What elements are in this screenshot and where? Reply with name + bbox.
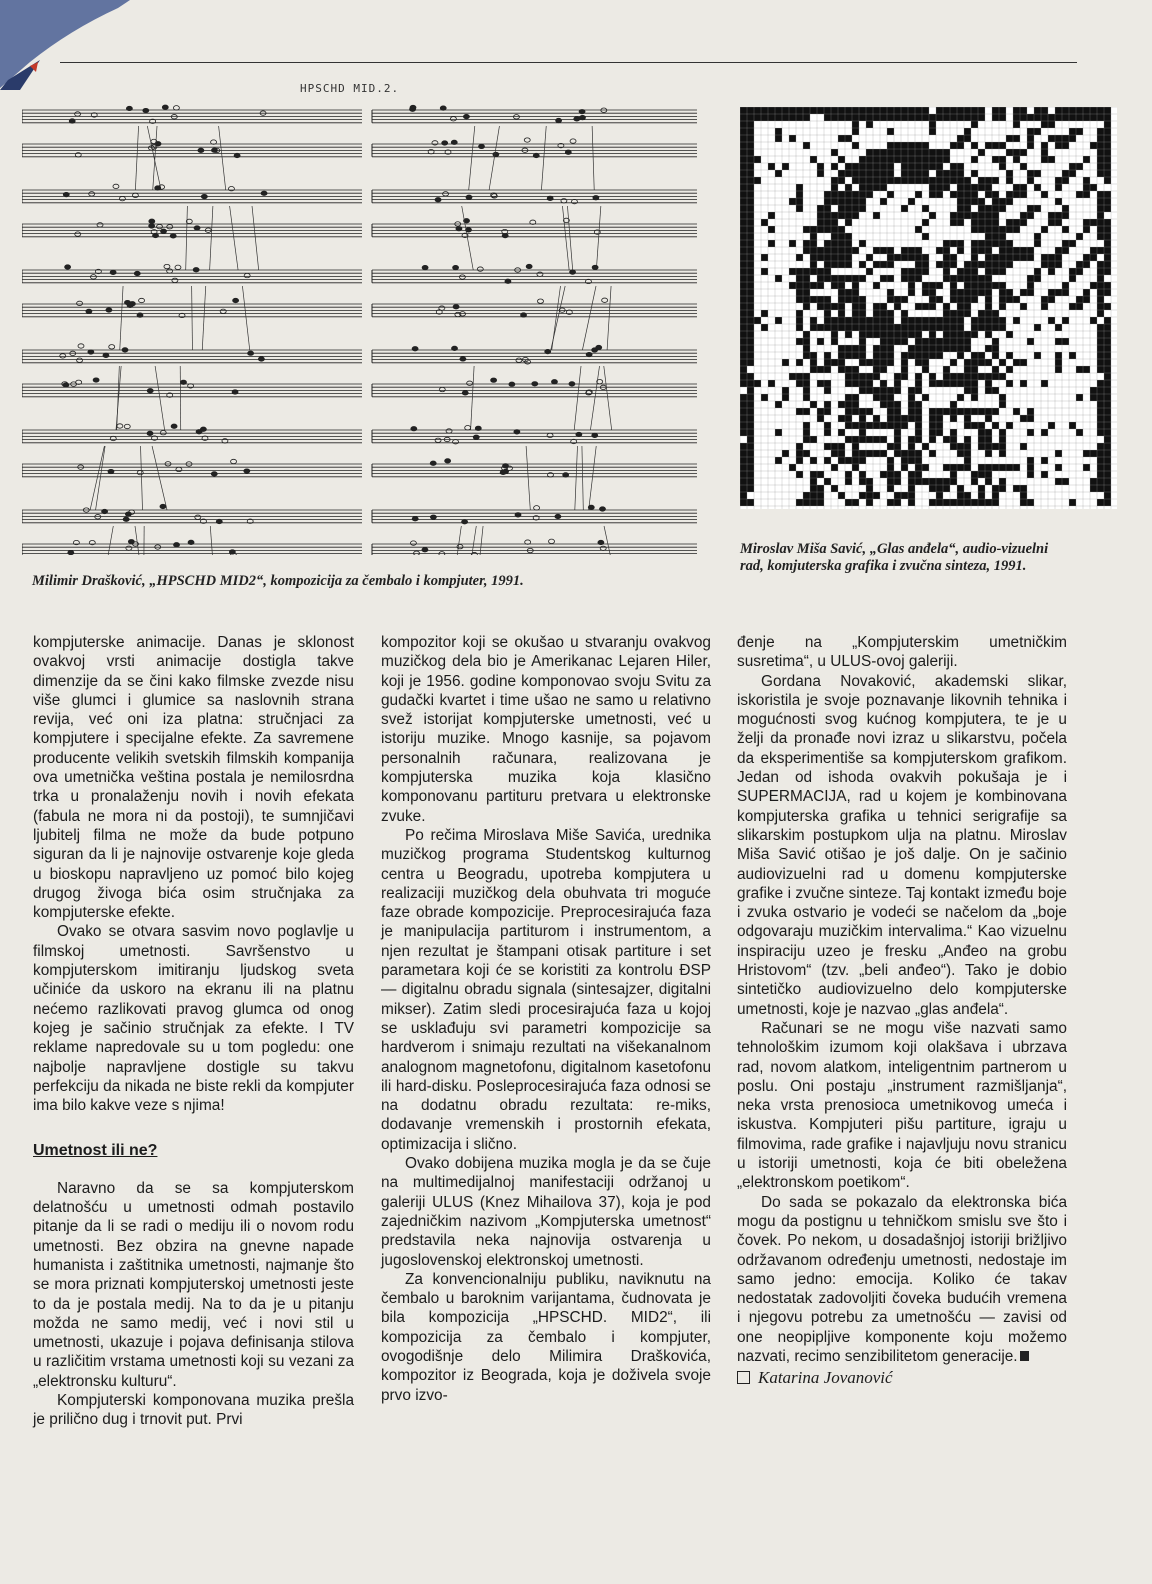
header-rule xyxy=(60,62,1077,63)
score-caption: Milimir Drašković, „HPSCHD MID2“, kompozicija za čembalo i kompjuter, 1991. xyxy=(32,573,524,589)
paragraph: Po rečima Miroslava Miše Savića, urednika muzičkog programa Studentskog kulturnog centra u Beogradu, upotreba kompjutera u realizaciji muzičkog dela obuhvata tri moguće faze obrade kompozicije. Preprocesirajuća faza je manipulacija partiturom i instrumentom, a njen rezultat je štampani otisak partiture i set parametara koji će se koristiti za kontrolu ĐSP — digitalnu obradu signala (sintesajzer, digitalni mikser). Zatim sledi procesirajuća faza u kojoj se usklađuju svi parametri kompozicije sa hardverom i snimaju rezultati na višekanalnom analognom magnetofonu, digitalnom kasetofonu ili hard-disku. Posleprocesirajuća faza odnosi se na dodatnu obradu rezultata: re-miks, dodavanje vremenskih i prostornih efekata, optimizacija i slično. xyxy=(381,826,711,1153)
paragraph: kompjuterske animacije. Danas je sklonost ovakvoj vrsti animacije dostigla takve dimenzije da se čini kako filmske zvezde nisu više glumci i glumice sa naslovnih strana revija, već oni iza platna: stručnjaci za kompjutere i specijalne efekte. Za savremene producente velikih svetskih filmskih kompanija ova umetnička veština postala je nemilosrdna trka u pronalaženju novih i novih efekata (fabula ne mora ni da postoji), te sumnjičavi ljubitelj filma ne može da bude potpuno siguran da li je najnovije ostvarenje koje gleda u bioskopu napravljeno uz pomoć bilo kojeg drugog živoga bića osim stručnjaka za kompjuterske efekte. xyxy=(33,634,354,922)
paragraph: Računari se ne mogu više nazvati samo tehnološkim izumom koji olakšava i ubrzava rad, novom alatkom, inteligentnim partnerom u poslu. Oni postaju „instrument razmišljanja“, neka vrsta prenosioca umetnikovog umeća i iskustva. Kompjuteri pišu partiture, igraju u filmovima, rade grafike i najavljuju novu stranicu u istoriji umetnosti, koja će biti obeležena „elektronskom poetikom“. xyxy=(737,1019,1067,1192)
article-column-3 xyxy=(737,633,1067,1388)
music-score-figure xyxy=(22,100,700,555)
paragraph: Ovako dobijena muzika mogla je da se čuje na multimedijalnoj manifestaciji održanoj u galeriji ULUS (Knez Mihailova 37), koja je pod zajedničkim nazivom „Kompjuterska umetnost“ predstavila neka najnovija ostvarenja u jugoslovenskoj elektronskoj umetnosti. xyxy=(381,1155,711,1269)
paragraph-text: Do sada se pokazalo da elektronska bića mogu da postignu u tehničkom smislu sve što i čovek. Po nekom, u dosadašnjoj istoriji brižljivo održavanom određenju umetnosti, nedostaje im samo jedno: emocija. Koliko će takav nedostatak zadovoljiti čoveka budućih vremena i njegovu potrebu za umetnošću — zavisi od one neopipljive komponente koju možemo nazvati, recimo senzibilitetom generacije. xyxy=(737,1193,1067,1365)
paragraph: kompozitor koji se okušao u stvaranju ovakvog muzičkog dela bio je Amerikanac Lejaren Hiler, koji je 1956. godine komponovao svoju Svitu za gudački kvartet i time ušao ne samo u relativno svež istorijat kompjuterske umetnosti, već u istoriju muzike. Mnogo kasnije, sa pojavom personalnih računara, realizovana je kompjuterska muzika koja klasično komponovanu partituru pretvara u elektronske zvuke. xyxy=(381,634,711,825)
score-handwritten-title: HPSCHD MID.2. xyxy=(300,82,400,95)
author-signature xyxy=(737,1368,1067,1387)
paragraph: Za konvencionalniju publiku, naviknutu na čembalo u baroknim varijantama, čudnovata je bila kompozicija „HPSCHD. MID2“, ili kompozicija za čembalo i kompjuter, ovogodišnje delo Milimira Draškovića, kompozitor iz Beograda, koja je doživela svoje prvo izvo- xyxy=(381,1270,711,1404)
section-subheading: Umetnost ili ne? xyxy=(33,1142,158,1160)
paragraph: Naravno da se sa kompjuterskom delatnošću u umetnosti odmah postavilo pitanje da li se radi o mediju ili o novom rodu umetnosti. Bez obzira na gnevne napade humanista i zaštitnika umetnosti, najmanje što se mora priznati kompjuterskoj umetnosti jeste to da je postala medij. Na to da je u pitanju možda ne samo medij, već i novi stil u umetnosti, ukazuje i pojava definisanja stilova u različitim vrstama umetnosti koji su vezani za „elektronsku kulturu“. xyxy=(33,1179,354,1390)
article-column-2 xyxy=(381,633,711,1405)
article-column-1 xyxy=(33,633,354,1430)
paragraph: đenje na „Kompjuterskim umetničkim susretima“, u ULUS-ovoj galeriji. xyxy=(737,634,1067,671)
image-caption: Miroslav Miša Savić, „Glas anđela“, audio-vizuelni rad, komjuterska grafika i zvučna sinteza, 1991. xyxy=(740,541,1049,574)
paragraph: Ovako se otvara sasvim novo poglavlje u filmskoj umetnosti. Savršenstvo u kompjuterskom imitiranju ljudskog sveta učiniće da uskoro na ekranu ili na platnu nećemo razlikovati pravog glumca od onog kojeg je sačinio stručnjak za efekte. I TV reklame napredovale su u tom pogledu: one najbolje napravljene dostigle su takvu perfekciju da nikada ne biste rekli da kompjuter ima bilo kakve veze s njima! xyxy=(33,923,354,1115)
end-mark-icon xyxy=(1020,1351,1029,1361)
paragraph: Kompjuterski komponovana muzika prešla je prilično dug i trnovit put. Prvi xyxy=(33,1391,354,1429)
square-bullet-icon xyxy=(737,1371,750,1384)
paragraph xyxy=(737,1193,1067,1367)
author-name: Katarina Jovanović xyxy=(758,1368,893,1388)
paragraph: Gordana Novaković, akademski slikar, iskoristila je svoje poznavanje likovnih tehnika i mogućnosti svog kućnog kompjutera, te je u želji da pronađe novi izraz u slikarstvu, počela da eksperimentiše sa kompjuterskom grafikom. Jedan od ishoda ovakvih pokušaja je i SUPERMACIJA, rad u kojem je kombinovana kompjuterska grafika u tehnici serigrafije sa slikarskim postupkom ulja na platnu. Miroslav Miša Savić otišao je još dalje. On je sačinio audiovizuelni rad u domenu kompjuterske grafike i zvučne sinteze. Taj kontakt između boje i zvuka ostvario je vodeći se načelom da „boje odgovaraju muzičkim intervalima.“ Kao vizuelnu inspiraciju uzeo je fresku „Anđeo na grobu Hristovom“ (tzv. „beli anđeo“). Tako je dobio sintetičko audiovizuelno delo kompjuterske umetnosti, koje je nazvao „glas anđela“. xyxy=(737,672,1067,1018)
page-corner-decoration xyxy=(0,0,130,90)
angel-pixel-graphic xyxy=(740,107,1117,509)
